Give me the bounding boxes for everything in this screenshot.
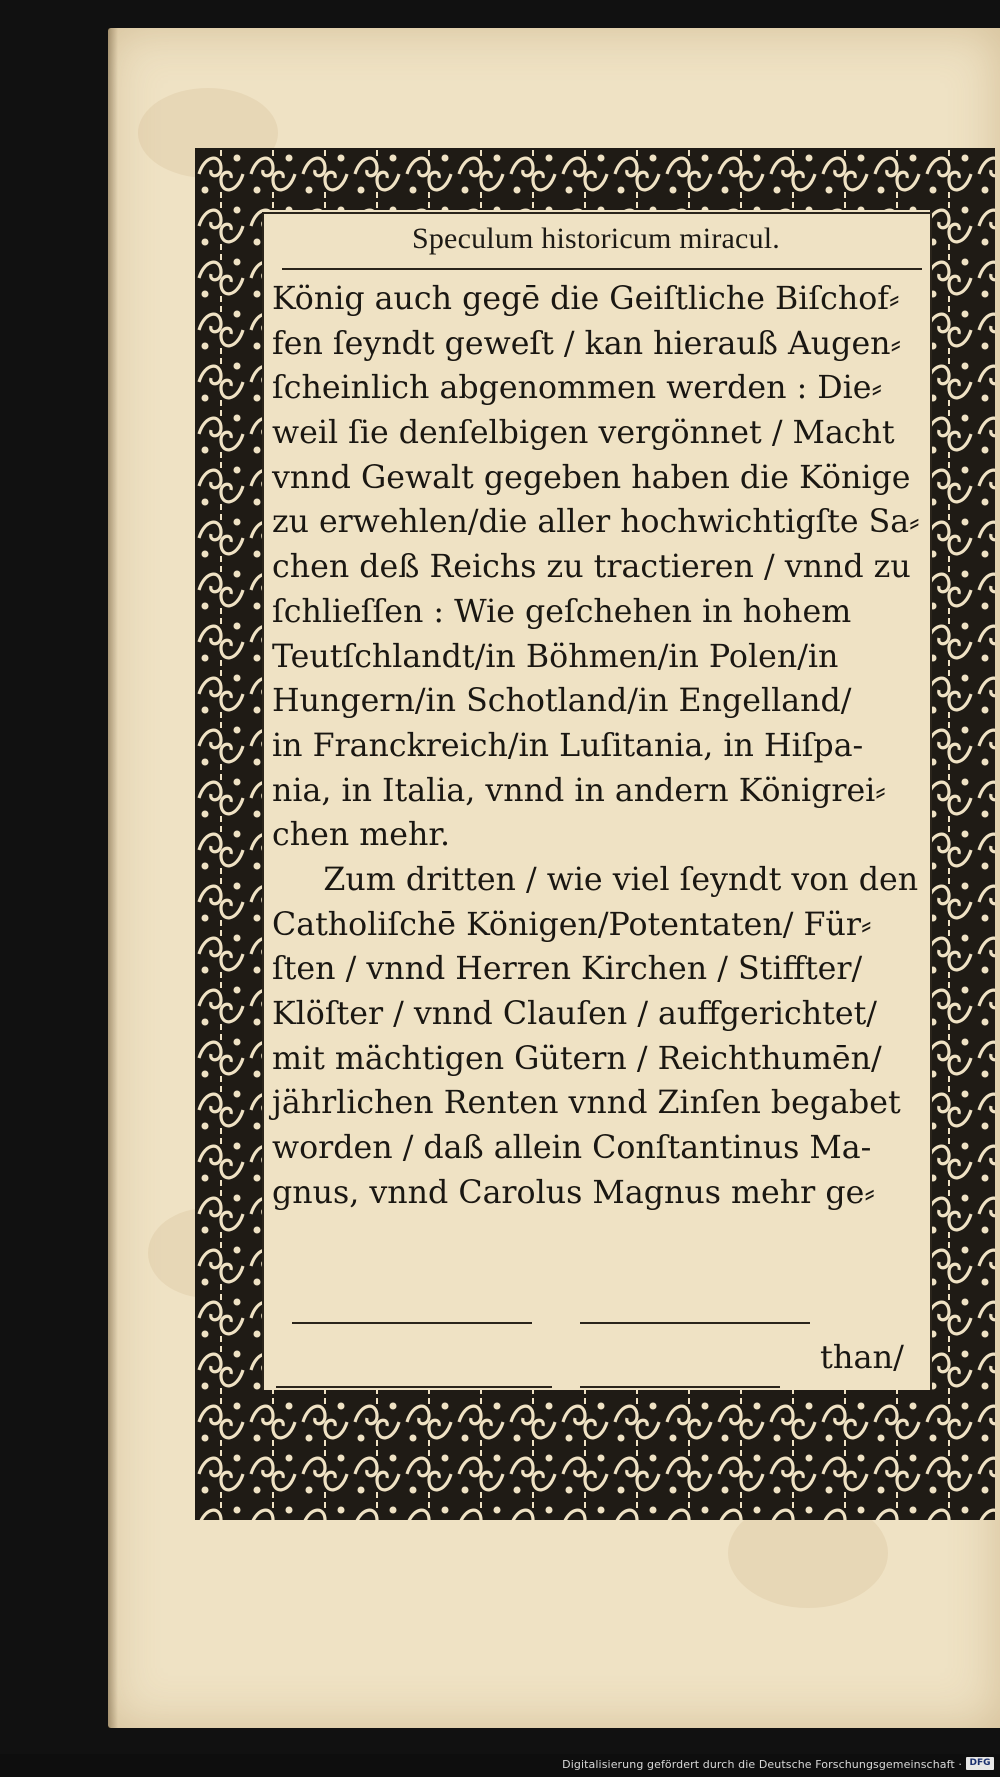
bottom-rule bbox=[292, 1322, 532, 1324]
text-line: ſcheinlich abgenommen werden : Die⸗ bbox=[272, 368, 883, 407]
text-line: ſchlieſſen : Wie geſchehen in hohem bbox=[272, 591, 852, 630]
footer-credit: Digitalisierung gefördert durch die Deutsche Forschungsgemeinschaft · bbox=[562, 1758, 962, 1771]
frame-rule-right bbox=[930, 214, 932, 1390]
dfg-logo: DFG bbox=[966, 1757, 994, 1770]
frame-rule-left bbox=[262, 214, 264, 1390]
text-line: nia, in Italia, vnnd in andern Königrei⸗ bbox=[272, 770, 886, 809]
text-line: Zum dritten / wie viel ſeyndt von den bbox=[323, 859, 919, 898]
text-line: König auch gegē die Geiſtliche Biſchof⸗ bbox=[272, 279, 900, 317]
header-rule bbox=[282, 268, 922, 270]
text-line: gnus, vnnd Carolus Magnus mehr ge⸗ bbox=[272, 1172, 875, 1211]
text-line: chen deß Reichs zu tractieren / vnnd zu bbox=[272, 547, 911, 586]
text-line: Teutſchlandt/in Böhmen/in Polen/in bbox=[272, 636, 839, 675]
text-line: Klöſter / vnnd Clauſen / auffgerichtet/ bbox=[272, 994, 877, 1032]
text-line: Catholiſchē Königen/Potentaten/ Für⸗ bbox=[272, 904, 872, 943]
bottom-rule bbox=[276, 1386, 552, 1388]
text-line: ſten / vnnd Herren Kirchen / Stiffter/ bbox=[272, 949, 863, 988]
text-line: Hungern/in Schotland/in Engelland/ bbox=[272, 681, 852, 720]
bottom-rule bbox=[580, 1386, 780, 1388]
frame-rule-top bbox=[262, 212, 932, 214]
body-text bbox=[272, 276, 927, 1214]
bottom-rule bbox=[580, 1322, 810, 1324]
text-line: jährlichen Renten vnnd Zinſen begabet bbox=[272, 1083, 901, 1122]
page-edge-shadow bbox=[108, 28, 118, 1728]
text-line: vnnd Gewalt gegeben haben die Könige bbox=[272, 457, 911, 496]
text-line: chen mehr. bbox=[272, 815, 451, 854]
running-header: Speculum historicum miracul. bbox=[411, 222, 781, 255]
text-line: weil ſie denſelbigen vergönnet / Macht bbox=[272, 413, 895, 452]
text-line: in Franckreich/in Luſitania, in Hiſpa- bbox=[272, 725, 864, 764]
catchword: than/ bbox=[820, 1338, 904, 1376]
text-line: zu erwehlen/die aller hochwichtigſte Sa⸗ bbox=[272, 502, 920, 541]
text-line: worden / daß allein Conſtantinus Ma- bbox=[272, 1128, 872, 1167]
text-line: fen ſeyndt geweſt / kan hierauß Augen⸗ bbox=[272, 323, 902, 362]
text-line: mit mächtigen Gütern / Reichthumēn/ bbox=[272, 1038, 882, 1077]
